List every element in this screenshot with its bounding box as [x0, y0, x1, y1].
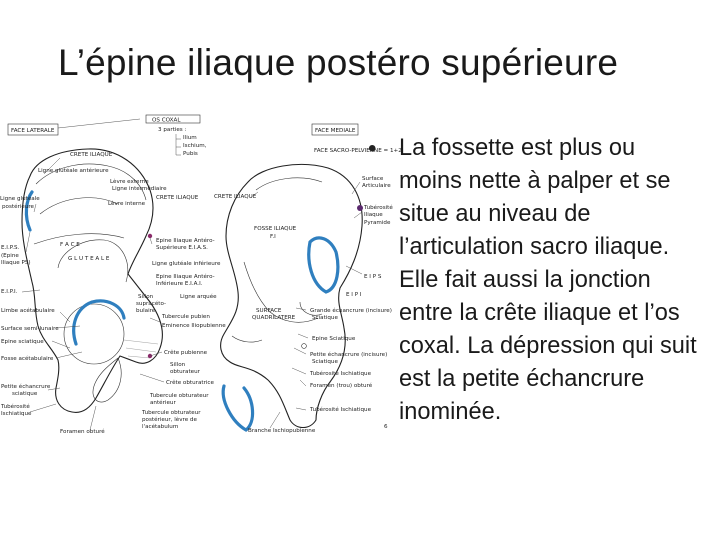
svg-text:Tubérosité: Tubérosité: [1, 404, 30, 410]
svg-text:F A C E: F A C E: [60, 242, 80, 248]
svg-text:Ligne intermédiaire: Ligne intermédiaire: [112, 186, 167, 192]
obturator-highlight: [223, 386, 252, 430]
svg-text:Petite échancrure (incisure): Petite échancrure (incisure): [310, 352, 388, 358]
svg-text:Ligne glutéale inférieure: Ligne glutéale inférieure: [152, 261, 221, 267]
svg-text:antérieur: antérieur: [150, 400, 176, 406]
svg-text:QUADRILATERE: QUADRILATERE: [252, 315, 296, 321]
svg-text:Ischiatique: Ischiatique: [1, 411, 32, 417]
medial-bone: [221, 164, 363, 430]
svg-text:Tubercule obturateur: Tubercule obturateur: [142, 410, 201, 416]
svg-text:CRETE ILIAQUE: CRETE ILIAQUE: [156, 195, 199, 201]
svg-text:E.I.P.I.: E.I.P.I.: [1, 289, 18, 295]
svg-text:Crête obturatrice: Crête obturatrice: [166, 380, 214, 386]
os-coxal-title: OS COXAL: [152, 117, 181, 124]
svg-text:Limbe acétabulaire: Limbe acétabulaire: [1, 308, 55, 314]
medial-face-label: FACE MEDIALE: [315, 128, 356, 134]
svg-text:Ligne glutéale antérieure: Ligne glutéale antérieure: [38, 168, 109, 174]
svg-text:E I P S: E I P S: [364, 274, 382, 280]
crest-marker: [357, 205, 363, 211]
svg-text:Sillon: Sillon: [138, 294, 154, 300]
svg-text:Branche Ischiopubienne: Branche Ischiopubienne: [248, 428, 316, 434]
part-ilium: Ilium: [183, 135, 197, 141]
svg-text:Fosse acétabulaire: Fosse acétabulaire: [1, 356, 54, 362]
lateral-face-label: FACE LATERALE: [11, 128, 55, 134]
svg-text:Sillon: Sillon: [170, 362, 186, 368]
svg-text:Tubérosité Ischiatique: Tubérosité Ischiatique: [310, 407, 372, 413]
bullet-marker: •: [368, 135, 377, 162]
svg-text:supracéto-: supracéto-: [136, 301, 166, 307]
svg-text:Petite échancrure: Petite échancrure: [1, 384, 51, 390]
part-pubis: Pubis: [183, 151, 198, 157]
hip-bone-drawing: [0, 112, 402, 437]
svg-text:Ligne arquée: Ligne arquée: [180, 294, 217, 300]
part-ischium: Ischium,: [183, 143, 207, 149]
eias-marker: [148, 234, 152, 238]
parts-title: 3 parties :: [158, 127, 187, 133]
svg-text:l'acétabulum: l'acétabulum: [142, 424, 179, 430]
svg-text:Iliaque: Iliaque: [364, 212, 383, 218]
svg-text:6: 6: [384, 424, 388, 430]
svg-text:bulaire: bulaire: [136, 308, 156, 314]
svg-text:Foramen (trou) obturé: Foramen (trou) obturé: [310, 383, 373, 389]
svg-text:obturateur: obturateur: [170, 369, 200, 375]
svg-text:E I P I: E I P I: [346, 292, 362, 298]
svg-text:Sciatique: Sciatique: [312, 359, 338, 365]
svg-text:Sciatique: Sciatique: [312, 315, 338, 321]
svg-text:Tubercule obturateur: Tubercule obturateur: [150, 393, 209, 399]
svg-text:Lèvre interne: Lèvre interne: [108, 201, 146, 207]
svg-text:postérieur, lèvre de: postérieur, lèvre de: [142, 417, 197, 423]
svg-text:Tubérosité Ischiatique: Tubérosité Ischiatique: [310, 371, 372, 377]
svg-text:Tubercule pubien: Tubercule pubien: [162, 314, 210, 320]
svg-text:Eminence Iliopubienne: Eminence Iliopubienne: [162, 323, 226, 329]
svg-text:Epine Iliaque Antéro-: Epine Iliaque Antéro-: [156, 274, 215, 280]
svg-text:Crête pubienne: Crête pubienne: [164, 350, 208, 356]
svg-text:G L U T E A L E: G L U T E A L E: [68, 256, 110, 262]
svg-text:SURFACE: SURFACE: [256, 308, 282, 314]
svg-text:Inférieure E.I.A.I.: Inférieure E.I.A.I.: [156, 281, 203, 287]
svg-text:Epine sciatique: Epine sciatique: [1, 339, 44, 345]
svg-text:Tubérosité: Tubérosité: [364, 205, 393, 211]
svg-text:Iliaque PS): Iliaque PS): [1, 260, 31, 266]
svg-text:Lèvre externe: Lèvre externe: [110, 179, 149, 185]
svg-text:Articulaire: Articulaire: [362, 183, 391, 189]
svg-text:Foramen obturé: Foramen obturé: [60, 429, 105, 435]
svg-text:Surface: Surface: [362, 176, 384, 182]
svg-text:(Epine: (Epine: [1, 253, 19, 259]
svg-text:Pyramide: Pyramide: [364, 220, 391, 226]
svg-text:Epine Iliaque Antéro-: Epine Iliaque Antéro-: [156, 238, 215, 244]
svg-text:F.I: F.I: [270, 234, 276, 240]
svg-text:sciatique: sciatique: [12, 391, 38, 397]
svg-text:postérieure: postérieure: [2, 204, 34, 210]
svg-text:Ligne glutéale: Ligne glutéale: [0, 196, 40, 202]
svg-text:Grande échancrure (incisure): Grande échancrure (incisure): [310, 308, 392, 314]
bullet-text: La fossette est plus ou moins nette à palper et se situe au niveau de l’articulation sacro iliaque. Elle fait aussi la jonction entre la crête iliaque et l’os coxal. La dépression qui suit est la petite échancrure inominée.: [399, 135, 697, 425]
svg-text:CRETE ILIAQUE: CRETE ILIAQUE: [70, 152, 113, 158]
svg-text:Supérieure E.I.A.S.: Supérieure E.I.A.S.: [156, 245, 208, 251]
svg-text:Epine Sciatique: Epine Sciatique: [312, 336, 356, 342]
svg-text:CRETE ILIAQUE: CRETE ILIAQUE: [214, 194, 257, 200]
svg-text:Surface semi-lunaire: Surface semi-lunaire: [1, 326, 59, 332]
hip-bone-diagram: [0, 112, 402, 437]
svg-text:FACE SACRO-PELVIENNE = 1+2: FACE SACRO-PELVIENNE = 1+2: [314, 148, 402, 154]
slide-title: L’épine iliaque postéro supérieure: [58, 42, 619, 83]
svg-text:FOSSE ILIAQUE: FOSSE ILIAQUE: [254, 226, 297, 232]
svg-text:E.I.P.S.: E.I.P.S.: [1, 245, 20, 251]
